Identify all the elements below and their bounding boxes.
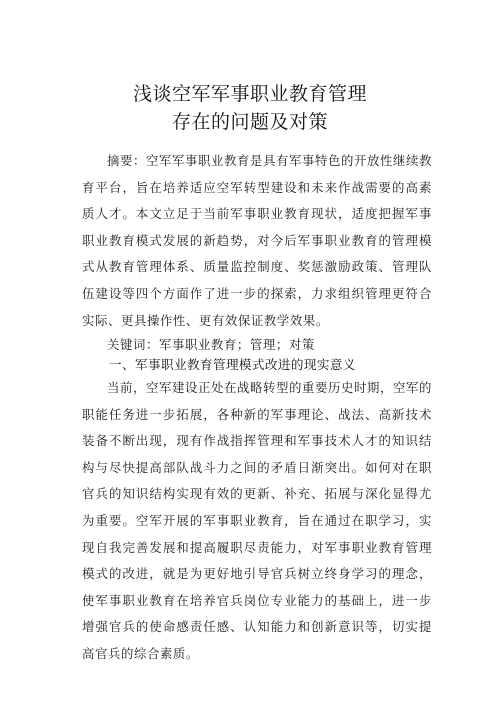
title-line-1: 浅谈空军军事职业教育管理 bbox=[132, 83, 367, 105]
abstract-text: 空军军事职业教育是具有军事特色的开放性继续教育平台，旨在培养适应空军转型建设和未来作战需要的高素质人才。本文立足于当前军事职业教育现状，适度把握军事职业教育模式发展的新趋势，对今后军事职业教育的管理模式从教育管理体系、质量监控制度、奖惩激励政策、管理队伍建设等四个方面作了进一步的探索，力求组织管理更符合实际、更具操作性、更有效保证教学效果。 bbox=[82, 153, 432, 328]
keywords-label: 关键词： bbox=[107, 337, 159, 352]
document-title bbox=[0, 80, 500, 136]
keywords-text: 军事职业教育；管理；对策 bbox=[158, 337, 315, 352]
abstract-label: 摘要： bbox=[107, 153, 147, 168]
section-heading: 一、军事职业教育管理模式改进的现实意义 bbox=[109, 357, 356, 372]
title-line-2: 存在的问题及对策 bbox=[171, 111, 328, 133]
body-paragraph-text: 当前，空军建设正处在战略转型的重要历史时期，空军的职能任务进一步拓展，各种新的军事理论、战法、高新技术装备不断出现，现有作战指挥管理和军事技术人才的知识结构与尽快提高部队战斗力之间的矛盾日渐突出。如何对在职官兵的知识结构实现有效的更新、补充、拓展与深化显得尤为重要。空军开展的军事职业教育，旨在通过在职学习，实现自我完善发展和提高履职尽责能力，对军事职业教育管理模式的改进，就是为更好地引导官兵树立终身学习的理念，使军事职业教育在培养官兵岗位专业能力的基础上，进一步增强官兵的使命感责任感、认知能力和创新意识等，切实提高官兵的综合素质。 bbox=[82, 380, 432, 661]
body-paragraph bbox=[82, 375, 432, 668]
abstract-paragraph bbox=[82, 148, 432, 334]
